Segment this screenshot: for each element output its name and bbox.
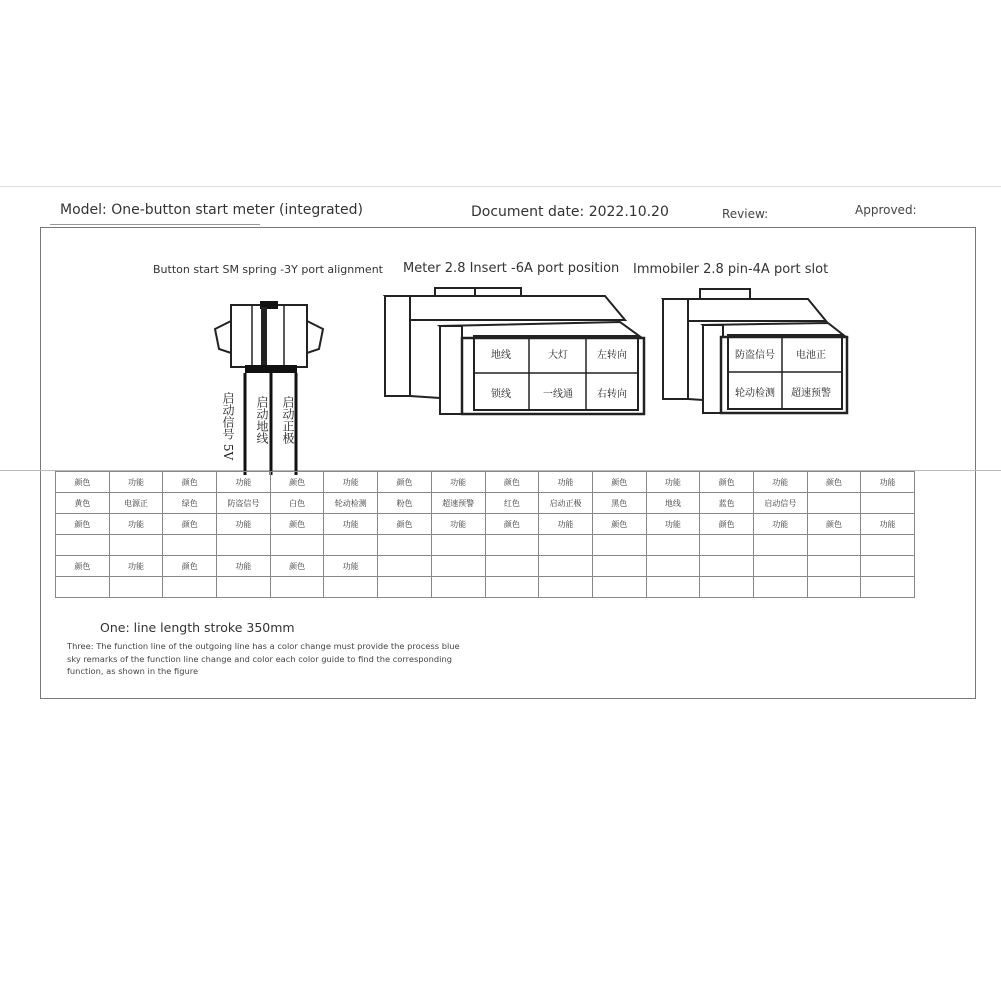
top-rule — [0, 186, 1001, 187]
function-cell — [431, 577, 485, 598]
immobiler-pin-wheel-detect: 轮动检测 — [735, 388, 775, 399]
table-row — [56, 556, 915, 577]
function-cell — [109, 577, 163, 598]
color-cell — [807, 493, 861, 514]
function-cell — [324, 577, 378, 598]
immobiler-pin-antitheft: 防盗信号 — [735, 350, 775, 361]
function-cell: 防盗信号 — [217, 493, 271, 514]
function-cell — [861, 577, 915, 598]
function-cell: 电源正 — [109, 493, 163, 514]
color-cell — [56, 577, 110, 598]
wire-label-start-ground: 启动地线 — [255, 396, 269, 444]
color-cell: 颜色 — [163, 556, 217, 577]
function-cell: 功能 — [539, 514, 593, 535]
immobiler-diagram-title: Immobiler 2.8 pin-4A port slot — [633, 262, 829, 277]
color-cell — [485, 577, 539, 598]
function-cell: 启动信号 — [753, 493, 807, 514]
color-cell: 颜色 — [163, 514, 217, 535]
document-date: Document date: 2022.10.20 — [471, 204, 669, 220]
function-cell: 功能 — [109, 556, 163, 577]
wire-label-start-signal: 启动信号 5V — [221, 392, 235, 461]
color-cell — [378, 535, 432, 556]
function-cell: 功能 — [109, 472, 163, 493]
function-cell — [753, 556, 807, 577]
table-row — [56, 514, 915, 535]
function-cell: 功能 — [217, 556, 271, 577]
function-cell — [539, 535, 593, 556]
function-cell: 启动正极 — [539, 493, 593, 514]
function-cell — [109, 535, 163, 556]
meter-diagram-title: Meter 2.8 Insert -6A port position — [403, 261, 620, 276]
meter-pin-right-turn: 右转向 — [597, 389, 627, 400]
immobiler-pin-overspeed: 超速预警 — [791, 388, 831, 399]
color-cell — [270, 577, 324, 598]
color-cell: 绿色 — [163, 493, 217, 514]
color-cell: 颜色 — [700, 472, 754, 493]
function-cell — [217, 535, 271, 556]
function-cell — [861, 535, 915, 556]
color-cell — [700, 556, 754, 577]
review-label: Review: — [722, 207, 769, 221]
color-cell: 颜色 — [163, 472, 217, 493]
color-cell: 红色 — [485, 493, 539, 514]
approved-label: Approved: — [855, 203, 917, 217]
color-cell: 黑色 — [592, 493, 646, 514]
color-cell — [700, 535, 754, 556]
function-cell: 超速预警 — [431, 493, 485, 514]
function-cell: 轮动检测 — [324, 493, 378, 514]
color-cell: 颜色 — [56, 514, 110, 535]
note-function-line-change: Three: The function line of the outgoing line has a color change must provide the process blue sky remarks of the function line change and color each color guide to find the corresponding function, as shown in the figure — [67, 641, 460, 676]
color-cell: 颜色 — [270, 514, 324, 535]
note-line-length: One: line length stroke 350mm — [100, 620, 295, 635]
button-diagram-title: Button start SM spring -3Y port alignment — [153, 263, 383, 276]
function-cell: 功能 — [431, 514, 485, 535]
function-cell: 功能 — [109, 514, 163, 535]
color-cell: 颜色 — [807, 514, 861, 535]
color-cell: 颜色 — [485, 472, 539, 493]
function-cell: 功能 — [217, 514, 271, 535]
color-cell: 颜色 — [592, 514, 646, 535]
function-cell: 功能 — [539, 472, 593, 493]
table-row — [56, 493, 915, 514]
table-row — [56, 577, 915, 598]
function-cell — [753, 577, 807, 598]
immobiler-pin-battery-positive: 电池正 — [796, 350, 826, 361]
color-cell: 黄色 — [56, 493, 110, 514]
function-cell — [861, 556, 915, 577]
function-cell: 功能 — [646, 472, 700, 493]
function-cell — [324, 535, 378, 556]
function-cell: 功能 — [646, 514, 700, 535]
color-cell: 蓝色 — [700, 493, 754, 514]
color-cell — [163, 577, 217, 598]
color-cell — [807, 577, 861, 598]
function-cell — [646, 535, 700, 556]
wire-label-start-positive: 启动正极 — [281, 396, 295, 444]
function-cell: 功能 — [861, 514, 915, 535]
immobiler-connector-drawing — [658, 283, 858, 418]
color-cell — [592, 556, 646, 577]
color-cell: 颜色 — [592, 472, 646, 493]
header-underline — [50, 224, 260, 225]
color-cell: 颜色 — [807, 472, 861, 493]
color-cell — [592, 577, 646, 598]
color-cell: 粉色 — [378, 493, 432, 514]
function-cell — [646, 577, 700, 598]
model-label: Model: One-button start meter (integrated) — [60, 202, 364, 218]
function-cell — [861, 493, 915, 514]
color-cell — [485, 535, 539, 556]
color-cell: 颜色 — [56, 556, 110, 577]
function-cell — [646, 556, 700, 577]
meter-pin-ground: 地线 — [491, 350, 511, 361]
color-cell: 颜色 — [378, 514, 432, 535]
function-cell — [217, 577, 271, 598]
meter-pin-lock: 锁线 — [491, 389, 511, 400]
color-cell: 颜色 — [485, 514, 539, 535]
color-cell — [378, 577, 432, 598]
function-cell: 功能 — [753, 514, 807, 535]
color-cell: 颜色 — [270, 556, 324, 577]
color-cell: 颜色 — [378, 472, 432, 493]
function-cell: 功能 — [861, 472, 915, 493]
function-cell: 地线 — [646, 493, 700, 514]
meter-pin-one-wire: 一线通 — [543, 389, 573, 400]
meter-pin-left-turn: 左转向 — [597, 350, 627, 361]
color-cell — [378, 556, 432, 577]
meter-connector-drawing — [380, 280, 655, 420]
function-cell: 功能 — [324, 556, 378, 577]
color-cell — [163, 535, 217, 556]
color-cell: 颜色 — [270, 472, 324, 493]
table-row — [56, 535, 915, 556]
color-cell — [807, 556, 861, 577]
function-cell: 功能 — [324, 514, 378, 535]
color-cell — [700, 577, 754, 598]
color-cell — [592, 535, 646, 556]
color-cell: 白色 — [270, 493, 324, 514]
function-cell — [753, 535, 807, 556]
function-cell: 功能 — [217, 472, 271, 493]
color-cell — [270, 535, 324, 556]
wire-color-function-table — [55, 471, 915, 598]
function-cell: 功能 — [431, 472, 485, 493]
color-cell: 颜色 — [56, 472, 110, 493]
function-cell: 功能 — [753, 472, 807, 493]
color-cell — [807, 535, 861, 556]
meter-pin-headlight: 大灯 — [548, 350, 568, 361]
table-row — [56, 472, 915, 493]
function-cell: 功能 — [324, 472, 378, 493]
function-cell — [539, 577, 593, 598]
function-cell — [431, 535, 485, 556]
color-cell — [485, 556, 539, 577]
function-cell — [539, 556, 593, 577]
function-cell — [431, 556, 485, 577]
color-cell: 颜色 — [700, 514, 754, 535]
color-cell — [56, 535, 110, 556]
